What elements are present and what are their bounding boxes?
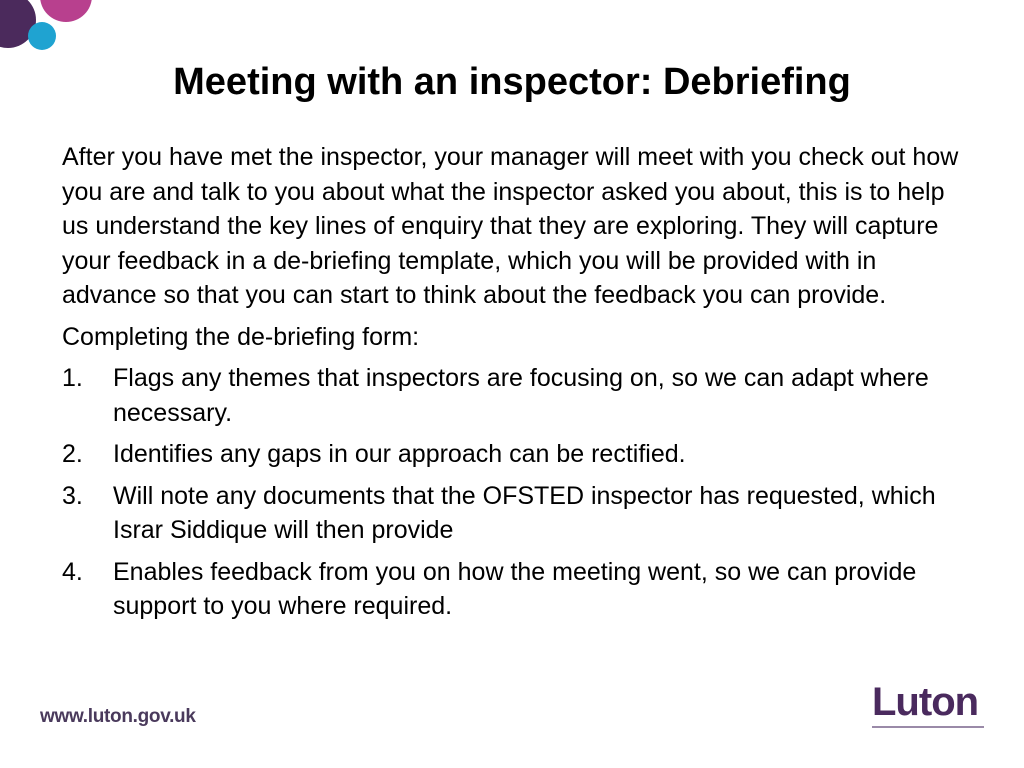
list-item-number: 4. xyxy=(62,557,83,586)
debrief-list xyxy=(62,361,962,624)
list-item-text: Flags any themes that inspectors are focusing on, so we can adapt where necessary. xyxy=(113,364,929,427)
list-item xyxy=(62,437,962,472)
list-item-number: 1. xyxy=(62,364,83,392)
logo-underline xyxy=(872,726,984,728)
list-item-text: Enables feedback from you on how the meeting went, so we can provide support to you where required. xyxy=(113,557,917,620)
intro-paragraph: After you have met the inspector, your manager will meet with you check out how you are and talk to you about what the inspector asked you about, this is to help us understand the key lines of enquiry that they are exploring. They will capture your feedback in a de-briefing template, which you will be provided with in advance so that you can start to think about the feedback you can provide. xyxy=(62,143,959,309)
list-item-number: 3. xyxy=(62,481,83,510)
list-item-number: 2. xyxy=(62,440,83,468)
luton-logo: Luton xyxy=(872,680,979,724)
list-item-text: Identifies any gaps in our approach can be rectified. xyxy=(113,440,686,468)
list-item xyxy=(62,479,962,548)
list-item-text: Will note any documents that the OFSTED inspector has requested, which Israr Siddique will then provide xyxy=(113,481,936,544)
decorative-circles-logo xyxy=(0,0,110,60)
footer-url: www.luton.gov.uk xyxy=(40,706,196,727)
slide-title: Meeting with an inspector: Debriefing xyxy=(173,61,851,103)
list-item xyxy=(62,361,962,430)
cyan-circle xyxy=(28,22,56,50)
magenta-circle xyxy=(40,0,92,22)
slide-body xyxy=(62,140,962,631)
list-intro: Completing the de-briefing form: xyxy=(62,322,420,351)
list-item xyxy=(62,555,962,624)
